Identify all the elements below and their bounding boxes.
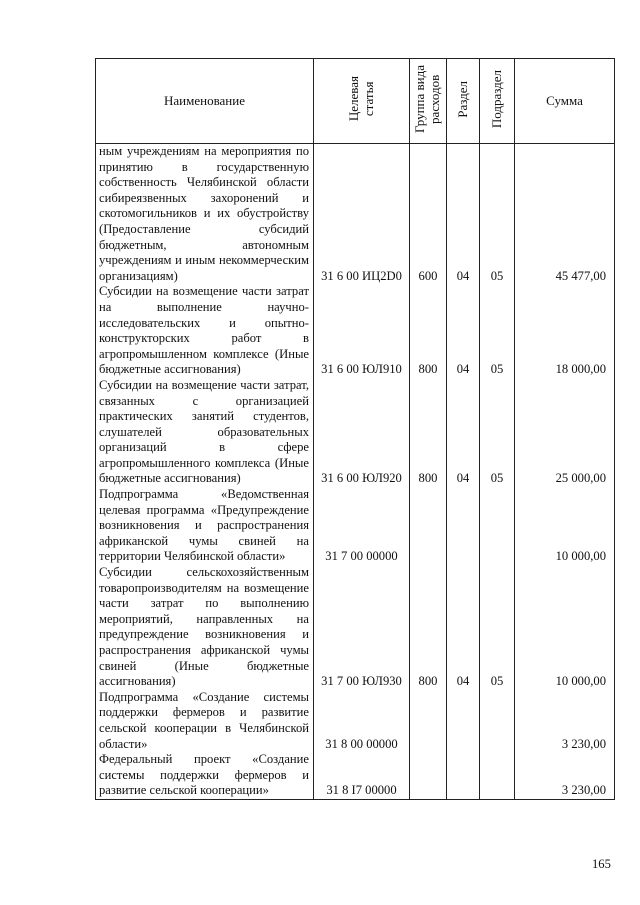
row-sum: 45 477,00 [515,144,615,285]
row-subsection [480,487,515,565]
row-sum: 3 230,00 [515,752,615,799]
row-target-article: 31 8 I7 00000 [314,752,410,799]
table-row [96,752,615,799]
row-section [447,690,480,752]
row-subsection [480,690,515,752]
row-name: Субсидии на возмещение части затрат на выполнение научно-исследовательских и опытно-конструкторских работ в агропромышленном комплексе (Иные бюджетные ассигнования) [96,284,314,378]
row-section: 04 [447,144,480,285]
page-number: 165 [592,857,611,871]
header-target-article: Целевая статья [314,59,410,144]
table-row [96,144,615,285]
row-sum: 3 230,00 [515,690,615,752]
row-expense-group [410,752,447,799]
header-subsection: Подраздел [480,59,515,144]
row-subsection: 05 [480,378,515,487]
header-expense-group: Группа вида расходов [410,59,447,144]
row-expense-group: 800 [410,378,447,487]
row-expense-group [410,487,447,565]
table-row [96,565,615,690]
header-sum: Сумма [515,59,615,144]
row-section [447,752,480,799]
row-name: Подпрограмма «Создание системы поддержки фермеров и развитие сельской кооперации в Челябинской области» [96,690,314,752]
row-section: 04 [447,565,480,690]
row-name: Федеральный проект «Создание системы поддержки фермеров и развитие сельской кооперации» [96,752,314,799]
row-sum: 18 000,00 [515,284,615,378]
row-subsection: 05 [480,144,515,285]
row-sum: 10 000,00 [515,487,615,565]
table-row [96,378,615,487]
row-section: 04 [447,378,480,487]
row-target-article: 31 8 00 00000 [314,690,410,752]
row-name: Субсидии на возмещение части затрат, связанных с организацией практических занятий студентов, слушателей образовательных организаций в сфере агропромышленного комплекса (Иные бюджетные ассигнования) [96,378,314,487]
budget-table [95,58,615,800]
table-header-row [96,59,615,144]
row-name: Субсидии сельскохозяйственным товаропроизводителям на возмещение части затрат по выполнению мероприятий, направленных на предупреждение возникновения и распространения африканской чумы свиней (Иные бюджетные ассигнования) [96,565,314,690]
table-row [96,284,615,378]
row-target-article: 31 7 00 00000 [314,487,410,565]
row-expense-group: 800 [410,565,447,690]
header-section: Раздел [447,59,480,144]
row-target-article: 31 7 00 ЮЛ930 [314,565,410,690]
row-sum: 25 000,00 [515,378,615,487]
table-row [96,690,615,752]
row-section [447,487,480,565]
row-expense-group [410,690,447,752]
row-target-article: 31 6 00 ИЦ2D0 [314,144,410,285]
row-expense-group: 800 [410,284,447,378]
row-name: ным учреждениям на мероприятия по принятию в государственную собственность Челябинской области сибиреязвенных захоронений и скотомогильников и их обустройству (Предоставление субсидий бюджетным, автономным учреждениям и иным некоммерческим организациям) [96,144,314,285]
table-row [96,487,615,565]
header-name: Наименование [96,59,314,144]
row-target-article: 31 6 00 ЮЛ920 [314,378,410,487]
row-name: Подпрограмма «Ведомственная целевая программа «Предупреждение возникновения и распространения африканской чумы свиней на территории Челябинской области» [96,487,314,565]
row-sum: 10 000,00 [515,565,615,690]
row-subsection [480,752,515,799]
row-section: 04 [447,284,480,378]
row-subsection: 05 [480,284,515,378]
row-expense-group: 600 [410,144,447,285]
row-subsection: 05 [480,565,515,690]
row-target-article: 31 6 00 ЮЛ910 [314,284,410,378]
